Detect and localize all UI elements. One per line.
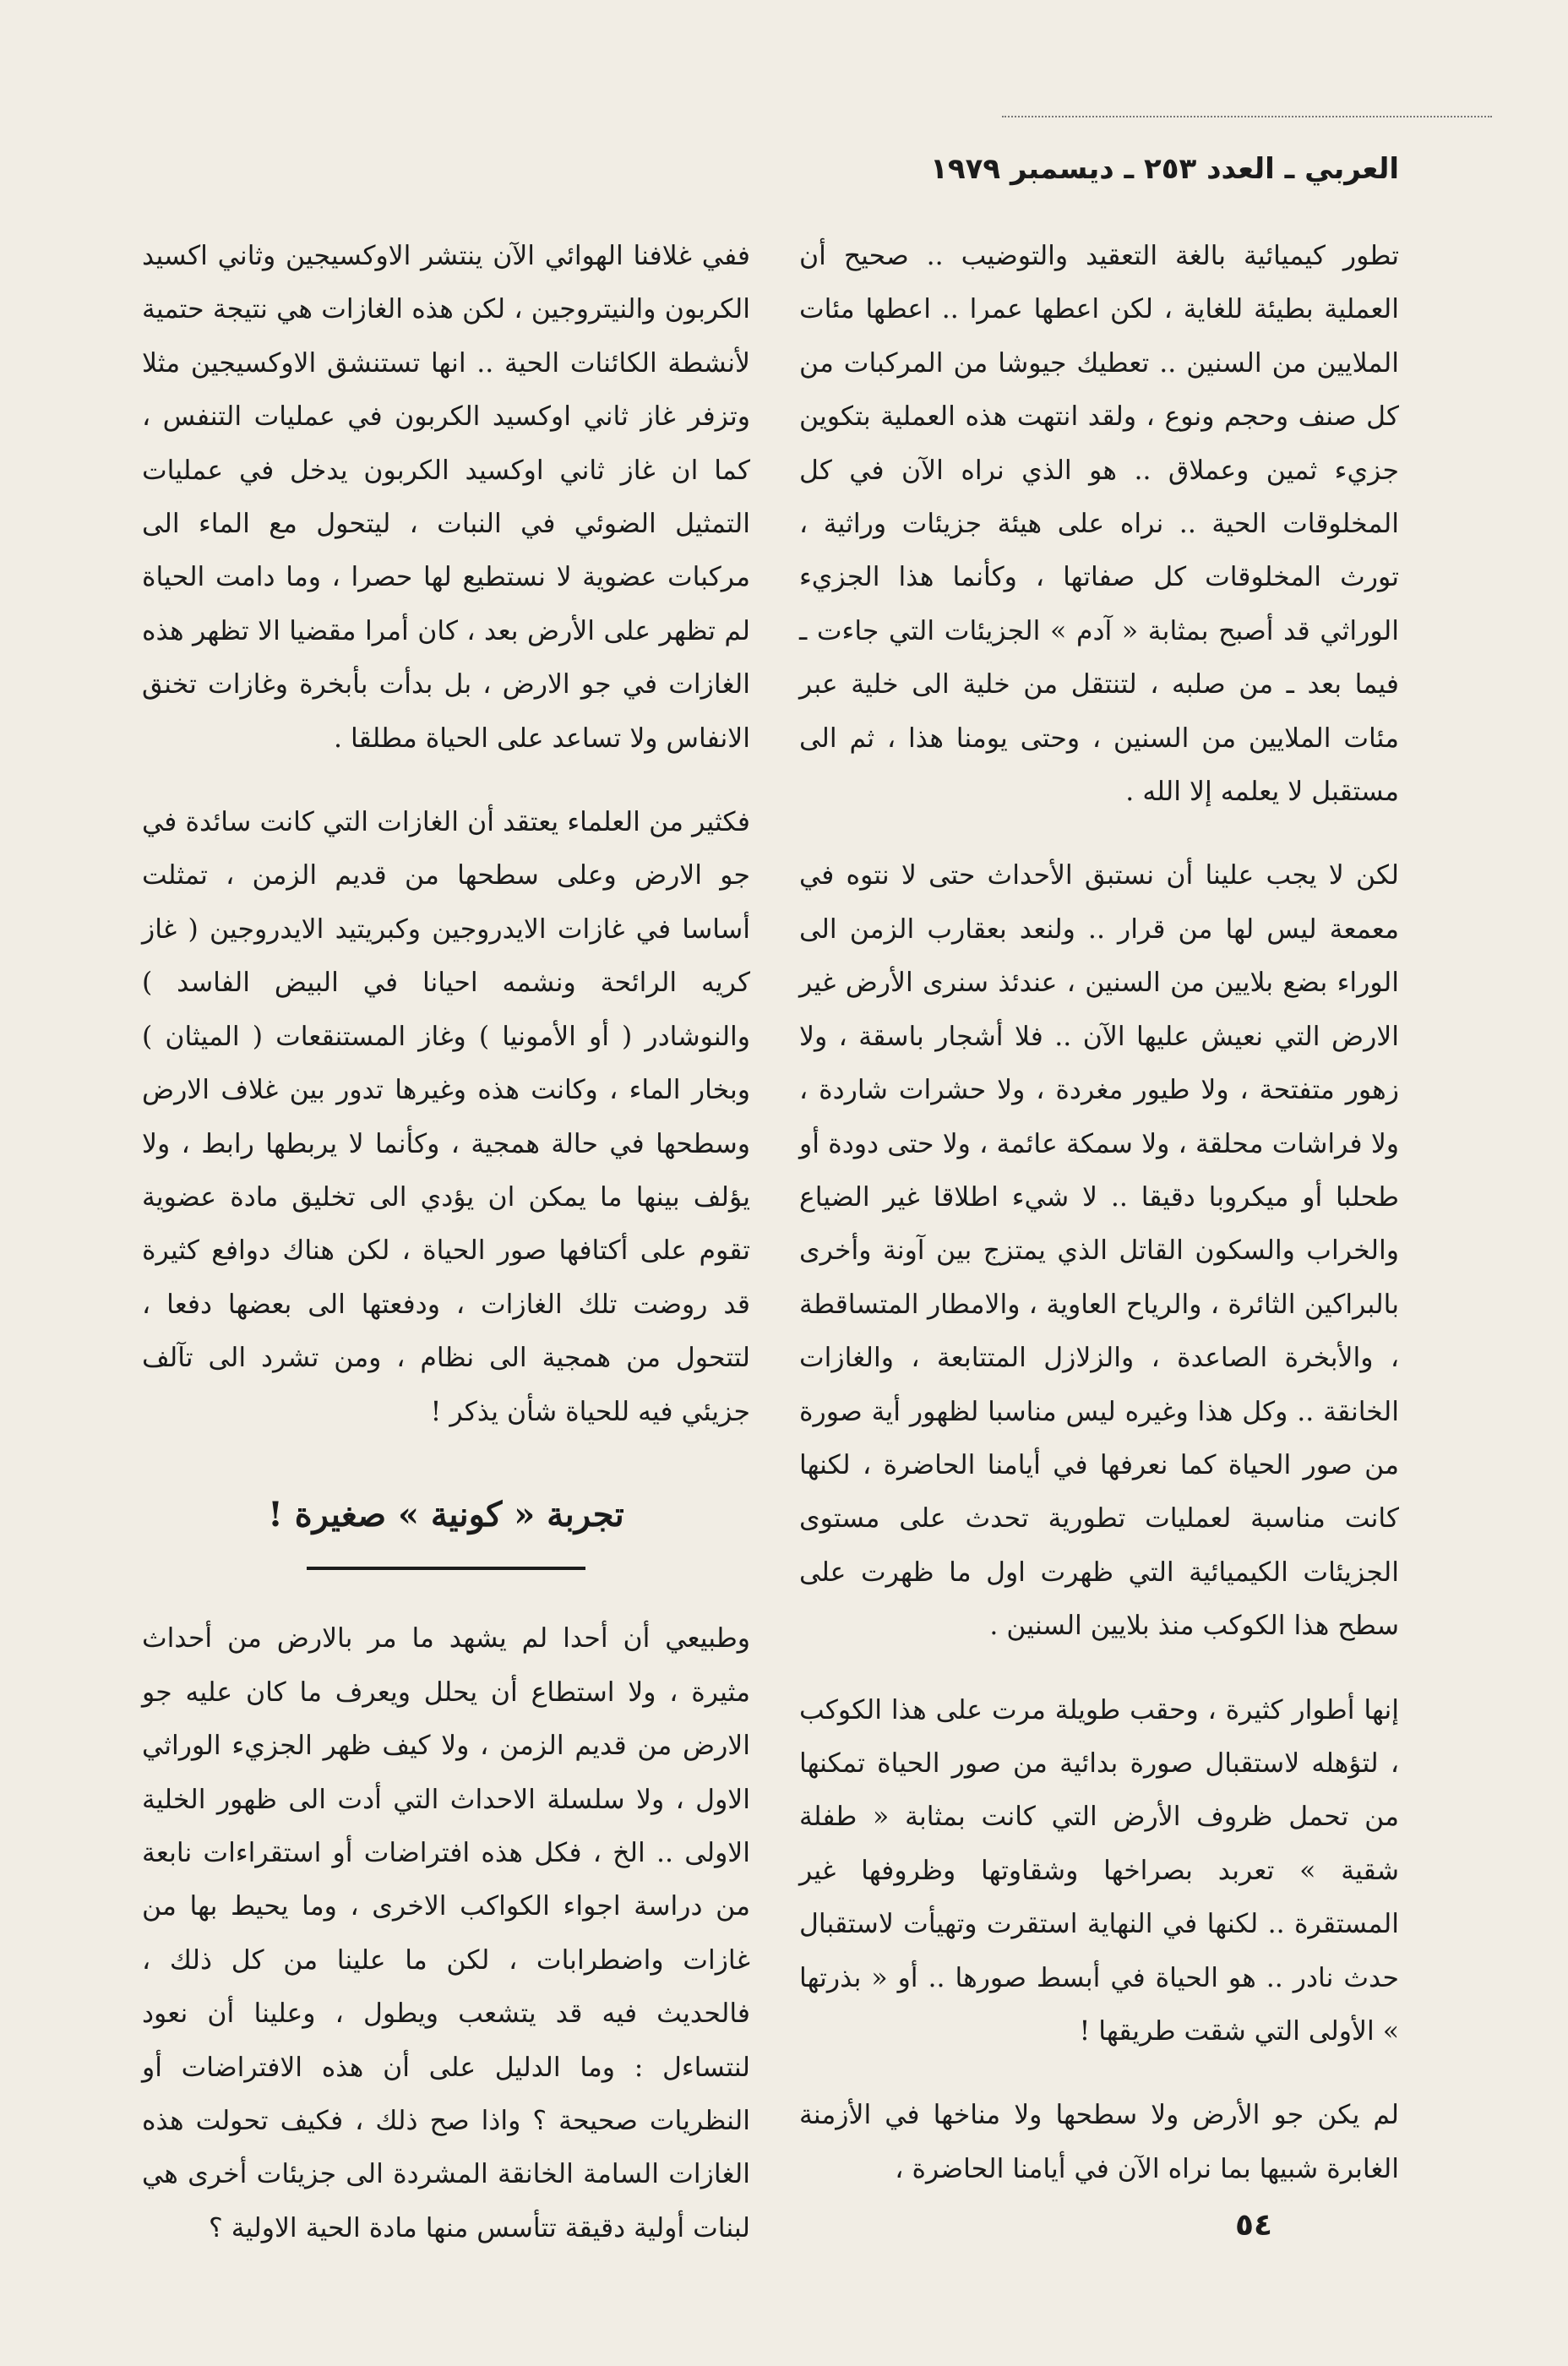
paragraph: لم يكن جو الأرض ولا سطحها ولا مناخها في الأزمنة الغابرة شبيها بما نراه الآن في أيامنا الحاضرة ، xyxy=(799,2100,1399,2184)
section-subheading: تجربة « كونية » صغيرة ! xyxy=(268,1494,624,1535)
paragraph: لكن لا يجب علينا أن نستبق الأحداث حتى لا نتوه في معمعة ليس لها من قرار .. ولنعد بعقارب الزمن الى الوراء بضع بلايين من السنين ، عندئذ سنرى الأرض غير الارض التي نعيش عليها الآن .. فلا أشجار باسقة ، ولا زهور متفتحة ، ولا طيور مغردة ، ولا حشرات شاردة ، ولا فراشات محلقة ، ولا سمكة عائمة ، ولا حتى دودة أو طحلبا أو ميكروبا دقيقا .. لا شيء اطلاقا غير الضياع والخراب والسكون القاتل الذي يمتزج بين آونة وأخرى بالبراكين الثائرة ، والرياح العاوية ، والامطار المتساقطة ، والأبخرة الصاعدة ، والزلازل المتتابعة ، والغازات الخانقة .. وكل هذا وغيره ليس مناسبا لظهور أية صورة من صور الحياة كما نعرفها في أيامنا الحاضرة ، لكنها كانت مناسبة لعمليات تطورية تحدث على مستوى الجزيئات الكيميائية التي ظهرت اول ما ظهرت على سطح هذا الكوكب منذ بلايين السنين . xyxy=(799,860,1399,1642)
left-column xyxy=(142,230,750,2255)
page-header: العربي ـ العدد ٢٥٣ ـ ديسمبر ١٩٧٩ xyxy=(930,152,1399,186)
paragraph: فكثير من العلماء يعتقد أن الغازات التي كانت سائدة في جو الارض وعلى سطحها من قديم الزمن ، تمثلت أساسا في غازات الايدروجين وكبريتيد الايدروجين ( غاز كريه الرائحة ونشمه احيانا في البيض الفاسد ) والنوشادر ( أو الأمونيا ) وغاز المستنقعات ( الميثان ) وبخار الماء ، وكانت هذه وغيرها تدور بين غلاف الارض وسطحها في حالة همجية ، وكأنما لا يربطها رابط ، ولا يؤلف بينها ما يمكن ان يؤدي الى تخليق مادة عضوية تقوم على أكتافها صور الحياة ، لكن هناك دوافع كثيرة قد روضت تلك الغازات ، ودفعتها الى بعضها دفعا ، لتتحول من همجية الى نظام ، ومن تشرد الى تآلف جزيئي فيه للحياة شأن يذكر ! xyxy=(142,807,750,1427)
paragraph: تطور كيميائية بالغة التعقيد والتوضيب .. صحيح أن العملية بطيئة للغاية ، لكن اعطها عمرا .. اعطها مئات الملايين من السنين .. تعطيك جيوشا من المركبات من كل صنف وحجم ونوع ، ولقد انتهت هذه العملية بتكوين جزيء ثمين وعملاق .. هو الذي نراه الآن في كل المخلوقات الحية .. نراه على هيئة جزيئات وراثية ، تورث المخلوقات كل صفاتها ، وكأنما هذا الجزيء الوراثي قد أصبح بمثابة « آدم » الجزيئات التي جاءت ـ فيما بعد ـ من صلبه ، لتنتقل من خلية الى خلية عبر مئات الملايين من السنين ، وحتى يومنا هذا ، ثم الى مستقبل لا يعلمه إلا الله . xyxy=(799,241,1399,808)
right-column xyxy=(799,230,1399,2196)
subheading-rule xyxy=(307,1567,585,1570)
paragraph: ففي غلافنا الهوائي الآن ينتشر الاوكسيجين وثاني اكسيد الكربون والنيتروجين ، لكن هذه الغازات هي نتيجة حتمية لأنشطة الكائنات الحية .. انها تستنشق الاوكسيجين مثلا وتزفر غاز ثاني اوكسيد الكربون في عمليات التنفس ، كما ان غاز ثاني اوكسيد الكربون يدخل في عمليات التمثيل الضوئي في النبات ، ليتحول مع الماء الى مركبات عضوية لا نستطيع لها حصرا ، وما دامت الحياة لم تظهر على الأرض بعد ، كان أمرا مقضيا الا تظهر هذه الغازات في جو الارض ، بل بدأت بأبخرة وغازات تخنق الانفاس ولا تساعد على الحياة مطلقا . xyxy=(142,241,750,754)
header-rule xyxy=(1002,116,1492,117)
paragraph: إنها أطوار كثيرة ، وحقب طويلة مرت على هذا الكوكب ، لتؤهله لاستقبال صورة بدائية من صور الحياة تمكنها من تحمل ظروف الأرض التي كانت بمثابة « طفلة شقية » تعربد بصراخها وشقاوتها وظروفها غير المستقرة .. لكنها في النهاية استقرت وتهيأت لاستقبال حدث نادر .. هو الحياة في أبسط صورها .. أو « بذرتها » الأولى التي شقت طريقها ! xyxy=(799,1694,1399,2047)
page-number: ٥٤ xyxy=(1235,2208,1272,2243)
paragraph: وطبيعي أن أحدا لم يشهد ما مر بالارض من أحداث مثيرة ، ولا استطاع أن يحلل ويعرف ما كان عليه جو الارض من قديم الزمن ، ولا كيف ظهر الجزيء الوراثي الاول ، ولا سلسلة الاحداث التي أدت الى ظهور الخلية الاولى .. الخ ، فكل هذه افتراضات أو استقراءات نابعة من دراسة اجواء الكواكب الاخرى ، وما يحيط بها من غازات واضطرابات ، لكن ما علينا من كل ذلك ، فالحديث فيه قد يتشعب ويطول ، وعلينا أن نعود لنتساءل : وما الدليل على أن هذه الافتراضات أو النظريات صحيحة ؟ واذا صح ذلك ، فكيف تحولت هذه الغازات السامة الخانقة المشردة الى جزيئات أخرى هي لبنات أولية دقيقة تتأسس منها مادة الحية الاولية ؟ xyxy=(142,1623,750,2243)
